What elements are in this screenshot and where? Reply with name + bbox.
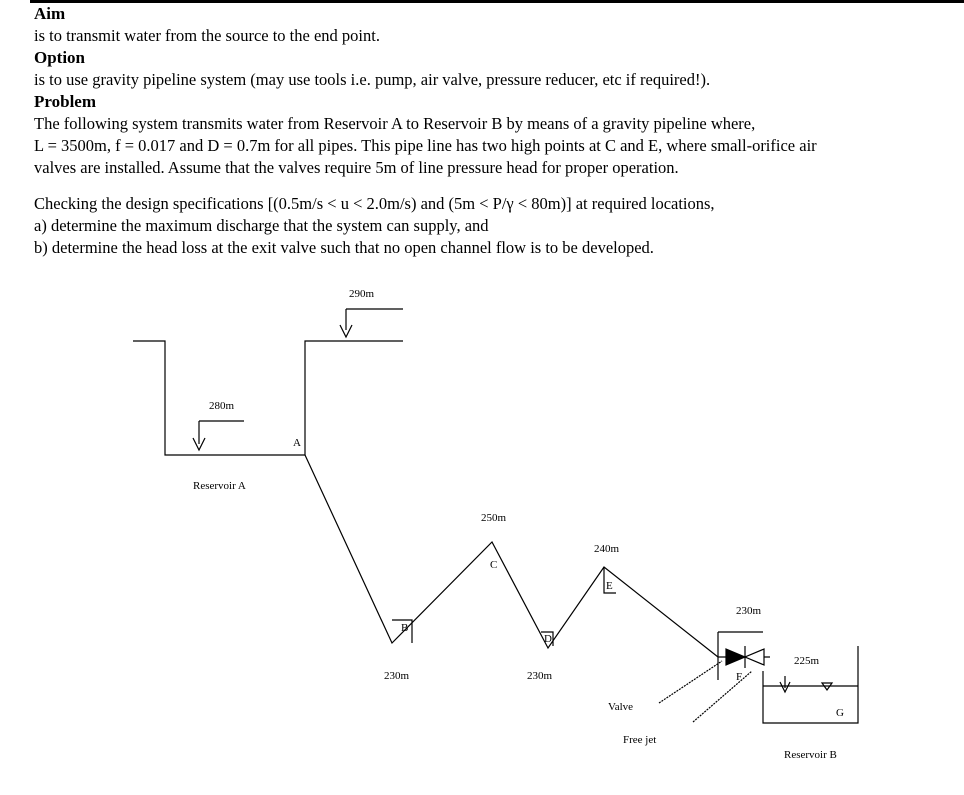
elevation-d: 230m (527, 670, 553, 682)
elevation-b: 230m (384, 670, 410, 682)
valve-icon-right (745, 649, 764, 665)
point-e-label: E (606, 580, 613, 592)
point-f-label: F (736, 671, 743, 683)
valve-icon-left (726, 649, 745, 665)
free-jet-leader (693, 671, 752, 722)
check-line-1: Checking the design specifications [(0.5m/s < u < 2.0m/s) and (5m < P/γ < 80m)] at required locations, (34, 194, 715, 213)
check-line-2: a) determine the maximum discharge that the system can supply, and (34, 216, 489, 235)
elevation-250: 250m (481, 512, 507, 524)
elevation-290: 290m (349, 288, 375, 300)
aim-heading: Aim (34, 4, 66, 23)
reservoir-a-label: Reservoir A (193, 480, 246, 492)
elevation-225: 225m (794, 655, 820, 667)
option-text: is to use gravity pipeline system (may use tools i.e. pump, air valve, pressure reducer, etc if required!). (34, 70, 711, 89)
elevation-280: 280m (209, 400, 235, 412)
free-jet-label: Free jet (623, 734, 657, 746)
check-line-3: b) determine the head loss at the exit valve such that no open channel flow is to be developed. (34, 238, 654, 257)
point-g-label: G (836, 707, 844, 719)
problem-line-3: valves are installed. Assume that the valves require 5m of line pressure head for proper operation. (34, 158, 679, 177)
problem-heading: Problem (34, 92, 97, 111)
reservoir-b-label: Reservoir B (784, 749, 837, 761)
point-c-label: C (490, 559, 498, 571)
option-heading: Option (34, 48, 86, 67)
elevation-240: 240m (594, 543, 620, 555)
point-b-label: B (401, 622, 409, 634)
problem-line-1: The following system transmits water from Reservoir A to Reservoir B by means of a gravity pipeline where, (34, 114, 756, 133)
valve-label: Valve (608, 701, 634, 713)
reservoir-a-outline (133, 341, 403, 455)
aim-text: is to transmit water from the source to the end point. (34, 26, 380, 45)
pipeline (305, 455, 718, 657)
valve-leader (659, 661, 722, 703)
point-d-label: D (544, 633, 552, 645)
elevation-f: 230m (736, 605, 762, 617)
point-a-label: A (293, 437, 301, 449)
problem-line-2: L = 3500m, f = 0.017 and D = 0.7m for all pipes. This pipe line has two high points at C and E, where small-orifice air (34, 136, 817, 155)
